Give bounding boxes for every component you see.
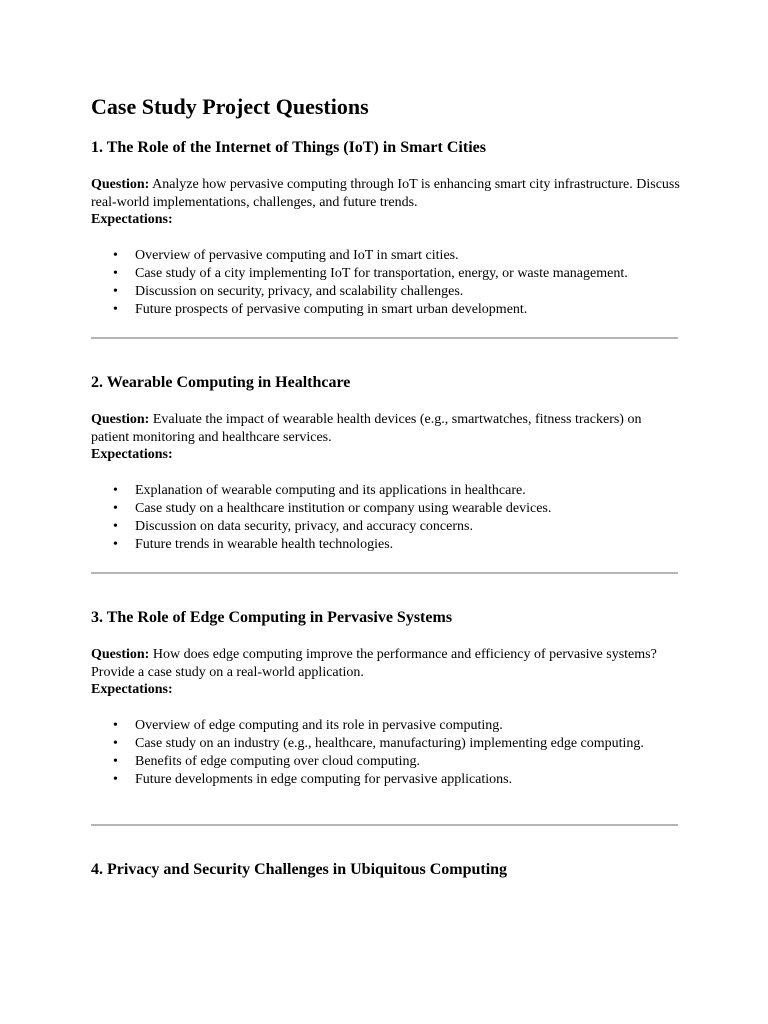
list-item — [113, 283, 681, 301]
list-item — [113, 717, 681, 735]
expectations-label: Expectations: — [91, 682, 173, 697]
bullet-icon: • — [113, 735, 118, 751]
list-item — [113, 536, 681, 554]
section-4 — [91, 860, 681, 880]
question-label: Question: — [91, 647, 150, 662]
bullet-icon: • — [113, 247, 118, 263]
section-heading: 2. Wearable Computing in Healthcare — [91, 374, 351, 391]
list-item — [113, 735, 681, 753]
list-item-text: Benefits of edge computing over cloud computing. — [135, 753, 420, 769]
list-item — [113, 753, 681, 771]
list-item-text: Explanation of wearable computing and its applications in healthcare. — [135, 482, 526, 498]
question-paragraph — [91, 646, 681, 681]
question-label: Question: — [91, 177, 150, 192]
list-item-text: Discussion on security, privacy, and scalability challenges. — [135, 283, 464, 299]
expectations-label: Expectations: — [91, 212, 173, 227]
bullet-icon: • — [113, 771, 118, 787]
list-item — [113, 518, 681, 536]
list-item — [113, 247, 681, 265]
list-item — [113, 265, 681, 283]
list-item-text: Future prospects of pervasive computing in smart urban development. — [135, 301, 528, 317]
expectations-label: Expectations: — [91, 447, 173, 462]
bullet-icon: • — [113, 518, 118, 534]
question-text: How does edge computing improve the performance and efficiency of pervasive systems? Provide a case study on a real-world application. — [91, 647, 657, 680]
list-item — [113, 482, 681, 500]
bullet-icon: • — [113, 500, 118, 516]
expectations-list — [91, 247, 681, 319]
question-paragraph — [91, 411, 681, 446]
list-item-text: Overview of pervasive computing and IoT in smart cities. — [135, 247, 459, 263]
section-3 — [91, 608, 681, 789]
question-label: Question: — [91, 412, 150, 427]
list-item-text: Discussion on data security, privacy, and accuracy concerns. — [135, 518, 473, 534]
question-text: Analyze how pervasive computing through IoT is enhancing smart city infrastructure. Discuss real-world implementations, challenges, and future trends. — [91, 177, 680, 210]
bullet-icon: • — [113, 301, 118, 317]
bullet-icon: • — [113, 717, 118, 733]
list-item-text: Future trends in wearable health technologies. — [135, 536, 394, 552]
bullet-icon: • — [113, 265, 118, 281]
bullet-icon: • — [113, 283, 118, 299]
expectations-list — [91, 717, 681, 789]
horizontal-rule — [91, 824, 678, 826]
list-item-text: Case study on an industry (e.g., healthcare, manufacturing) implementing edge computing. — [135, 735, 644, 751]
section-2 — [91, 373, 681, 554]
horizontal-rule — [91, 572, 678, 574]
list-item-text: Case study on a healthcare institution or company using wearable devices. — [135, 500, 552, 516]
horizontal-rule — [91, 337, 678, 339]
expectations-list — [91, 482, 681, 554]
bullet-icon: • — [113, 482, 118, 498]
list-item-text: Case study of a city implementing IoT for transportation, energy, or waste management. — [135, 265, 628, 281]
question-text: Evaluate the impact of wearable health devices (e.g., smartwatches, fitness trackers) on patient monitoring and healthcare services. — [91, 412, 642, 445]
question-block — [91, 411, 681, 464]
list-item — [113, 500, 681, 518]
document-title: Case Study Project Questions — [91, 94, 369, 119]
list-item-text: Overview of edge computing and its role in pervasive computing. — [135, 717, 503, 733]
list-item — [113, 301, 681, 319]
section-heading: 3. The Role of Edge Computing in Pervasive Systems — [91, 609, 453, 626]
section-heading: 4. Privacy and Security Challenges in Ubiquitous Computing — [91, 861, 508, 878]
list-item-text: Future developments in edge computing for pervasive applications. — [135, 771, 513, 787]
section-1 — [91, 138, 681, 319]
section-heading: 1. The Role of the Internet of Things (IoT) in Smart Cities — [91, 139, 486, 156]
question-block — [91, 646, 681, 699]
list-item — [113, 771, 681, 789]
bullet-icon: • — [113, 536, 118, 552]
question-paragraph — [91, 176, 681, 211]
question-block — [91, 176, 681, 229]
bullet-icon: • — [113, 753, 118, 769]
